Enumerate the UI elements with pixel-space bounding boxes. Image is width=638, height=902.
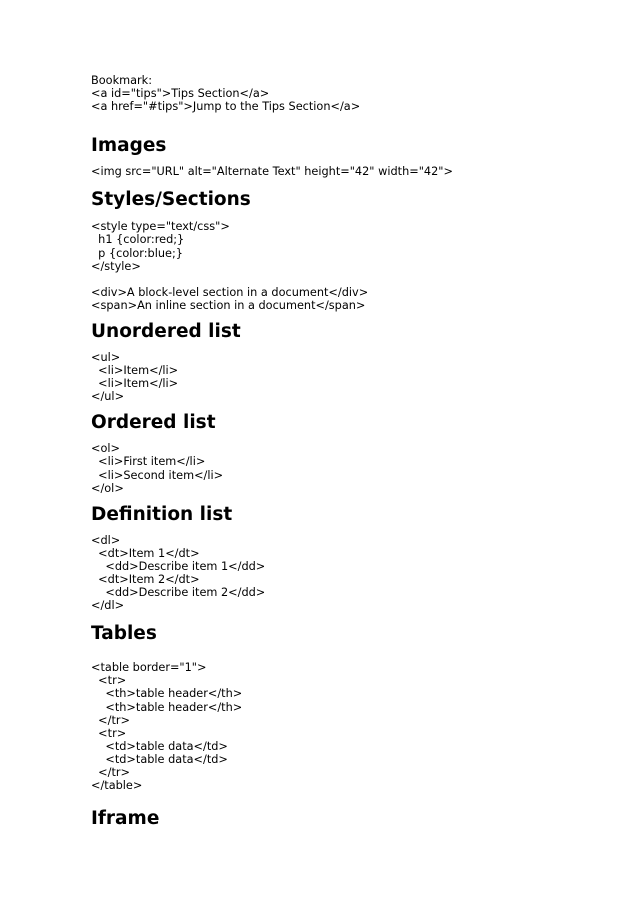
code-line: <dt>Item 2</dt> (91, 572, 200, 586)
code-line: </style> (91, 259, 141, 273)
section-heading-styles: Styles/Sections (91, 189, 251, 211)
code-line: <tr> (91, 674, 127, 688)
section-heading-unordered-list: Unordered list (91, 320, 241, 342)
code-line: <a href="#tips">Jump to the Tips Section</a> (91, 100, 361, 114)
code-line: <dl> (91, 533, 121, 547)
code-line: <li>First item</li> (91, 455, 206, 469)
code-line: <dd>Describe item 1</dd> (91, 559, 266, 573)
code-line: <span>An inline section in a document</span> (91, 298, 366, 312)
code-line: <img src="URL" alt="Alternate Text" height="42" width="42"> (91, 165, 453, 179)
code-line: <table border="1"> (91, 661, 207, 675)
code-line: </dl> (91, 599, 125, 613)
code-line: </tr> (91, 766, 130, 779)
code-line: p {color:blue;} (91, 246, 183, 260)
code-line: <dd>Describe item 2</dd> (91, 586, 266, 600)
code-line: </tr> (91, 713, 130, 727)
code-line: <th>table header</th> (91, 687, 243, 701)
code-line: </ul> (91, 390, 125, 404)
code-line: <li>Item</li> (91, 364, 179, 378)
code-line: <td>table data</td> (91, 752, 228, 766)
section-heading-ordered-list: Ordered list (91, 412, 216, 434)
section-heading-iframe: Iframe (91, 808, 160, 830)
code-line: <dt>Item 1</dt> (91, 546, 200, 560)
section-heading-tables: Tables (91, 623, 157, 645)
code-line: <th>table header</th> (91, 700, 243, 714)
code-line: <a id="tips">Tips Section</a> (91, 87, 270, 101)
code-line: </ol> (91, 481, 124, 495)
section-heading-images: Images (91, 135, 167, 157)
code-line: <td>table data</td> (91, 739, 228, 753)
code-line: <li>Second item</li> (91, 468, 224, 482)
code-line: <div>A block-level section in a document</div> (91, 285, 369, 299)
spacer (91, 273, 611, 286)
bookmark-label: Bookmark: (91, 74, 153, 87)
code-line: <li>Item</li> (91, 377, 179, 391)
code-line: </table> (91, 779, 143, 793)
section-heading-definition-list: Definition list (91, 503, 233, 525)
code-line: h1 {color:red;} (91, 233, 185, 247)
code-line: <ul> (91, 350, 121, 364)
code-line: <tr> (91, 726, 127, 740)
code-line: <ol> (91, 442, 120, 456)
code-line: <style type="text/css"> (91, 220, 230, 234)
document-page (91, 74, 611, 830)
